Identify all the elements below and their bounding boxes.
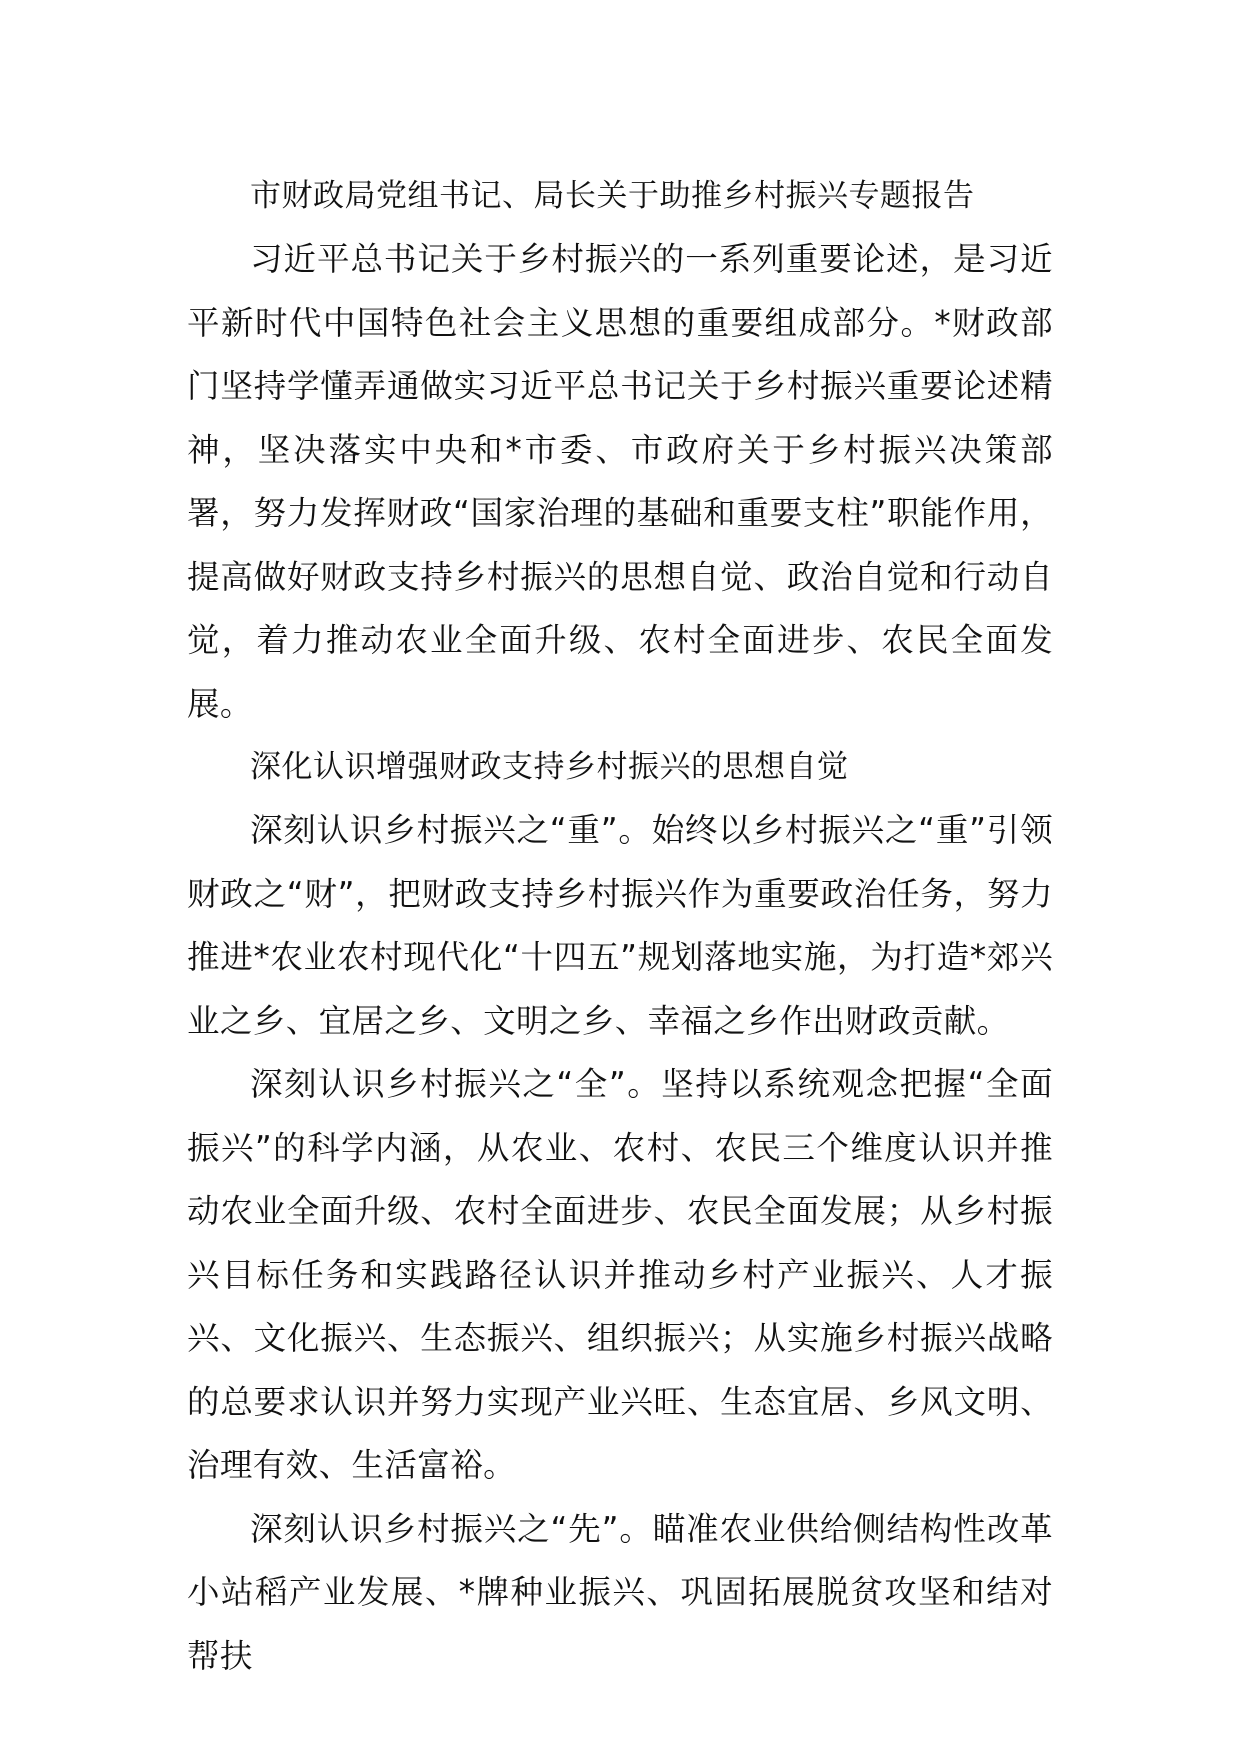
paragraph-priority: 深刻认识乡村振兴之“先”。瞄准农业供给侧结构性改革小站稻产业发展、*牌种业振兴、巩固拓展脱贫攻坚和结对帮扶 — [187, 1509, 1053, 1675]
paragraph-importance: 深刻认识乡村振兴之“重”。始终以乡村振兴之“重”引领财政之“财”，把财政支持乡村振兴作为重要政治任务，努力推进*农业农村现代化“十四五”规划落地实施，为打造*郊兴业之乡、宜居之乡、文明之乡、幸福之乡作出财政贡献。 — [187, 811, 1053, 1040]
paragraph-comprehensive: 深刻认识乡村振兴之“全”。坚持以系统观念把握“全面振兴”的科学内涵，从农业、农村、农民三个维度认识并推动农业全面升级、农村全面进步、农民全面发展；从乡村振兴目标任务和实践路径认识并推动乡村产业振兴、人才振兴、文化振兴、生态振兴、组织振兴；从实施乡村振兴战略的总要求认识并努力实现产业兴旺、生态宜居、乡风文明、治理有效、生活富裕。 — [187, 1065, 1053, 1484]
document-body — [187, 165, 1053, 1688]
document-title: 市财政局党组书记、局长关于助推乡村振兴专题报告 — [250, 178, 975, 214]
section-heading: 深化认识增强财政支持乡村振兴的思想自觉 — [250, 749, 849, 785]
intro-paragraph: 习近平总书记关于乡村振兴的一系列重要论述，是习近平新时代中国特色社会主义思想的重要组成部分。*财政部门坚持学懂弄通做实习近平总书记关于乡村振兴重要论述精神，坚决落实中央和*市委、市政府关于乡村振兴决策部署，努力发挥财政“国家治理的基础和重要支柱”职能作用，提高做好财政支持乡村振兴的思想自觉、政治自觉和行动自觉，着力推动农业全面升级、农村全面进步、农民全面发展。 — [187, 240, 1053, 723]
